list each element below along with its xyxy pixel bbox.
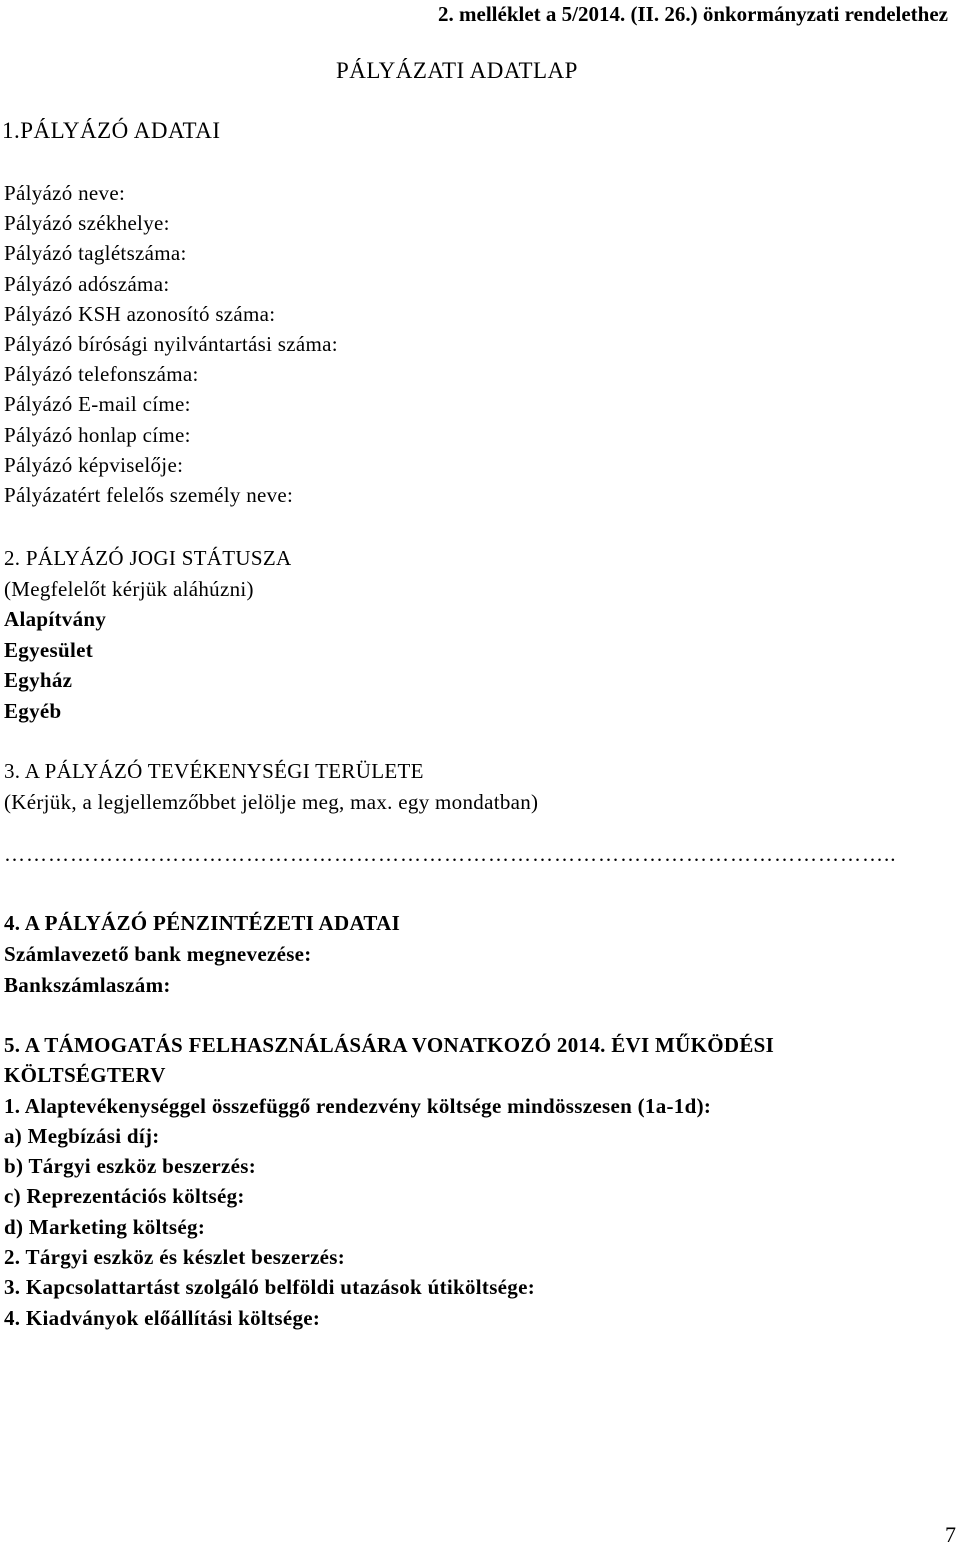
- status-option-church[interactable]: Egyház: [4, 668, 73, 692]
- section3-note: (Kérjük, a legjellemzőbbet jelölje meg, max. egy mondatban): [4, 790, 539, 814]
- field-representative: Pályázó képviselője:: [4, 452, 184, 477]
- activity-section: [4, 756, 538, 818]
- field-phone: Pályázó telefonszáma:: [4, 362, 199, 387]
- field-name: Pályázó neve:: [4, 181, 126, 205]
- field-website: Pályázó honlap címe:: [4, 422, 191, 447]
- budget-item-4: 4. Kiadványok előállítási költsége:: [4, 1305, 321, 1330]
- budget-item-1d: d) Marketing költség:: [4, 1214, 206, 1239]
- field-seat: Pályázó székhelye:: [4, 211, 170, 236]
- field-tax-number: Pályázó adószáma:: [4, 271, 170, 296]
- budget-item-1a: a) Megbízási díj:: [4, 1123, 160, 1148]
- field-court-registry: Pályázó bírósági nyilvántartási száma:: [4, 332, 338, 357]
- annex-reference: 2. melléklet a 5/2014. (II. 26.) önkormányzati rendelethez: [438, 2, 948, 26]
- section1-title: 1.PÁLYÁZÓ ADATAI: [2, 118, 221, 143]
- budget-item-1: 1. Alaptevékenységgel összefüggő rendezvény költsége mindösszesen (1a-1d):: [4, 1093, 712, 1118]
- applicant-fields: [4, 178, 338, 510]
- budget-item-1c: c) Reprezentációs költség:: [4, 1184, 245, 1209]
- budget-item-1b: b) Tárgyi eszköz beszerzés:: [4, 1154, 257, 1179]
- field-ksh-id: Pályázó KSH azonosító száma:: [4, 301, 276, 326]
- bank-section: [4, 908, 400, 1001]
- budget-section: [4, 1030, 954, 1333]
- section5-title-line1: 5. A TÁMOGATÁS FELHASZNÁLÁSÁRA VONATKOZÓ 2014. ÉVI MŰKÖDÉSI: [4, 1033, 775, 1057]
- field-responsible-person: Pályázatért felelős személy neve:: [4, 483, 294, 508]
- activity-fill-line[interactable]: …………………………………………………………………………………………………………..: [4, 842, 897, 866]
- budget-item-2: 2. Tárgyi eszköz és készlet beszerzés:: [4, 1245, 346, 1270]
- field-bank-name: Számlavezető bank megnevezése:: [4, 942, 312, 966]
- section3-title: 3. A PÁLYÁZÓ TEVÉKENYSÉGI TERÜLETE: [4, 759, 424, 783]
- status-option-foundation[interactable]: Alapítvány: [4, 607, 107, 631]
- legal-status-section: [4, 543, 291, 726]
- section5-title-line2: KÖLTSÉGTERV: [4, 1063, 166, 1088]
- section4-title: 4. A PÁLYÁZÓ PÉNZINTÉZETI ADATAI: [4, 911, 401, 935]
- status-option-association[interactable]: Egyesület: [4, 637, 94, 662]
- field-membership: Pályázó taglétszáma:: [4, 241, 187, 266]
- budget-item-3: 3. Kapcsolattartást szolgáló belföldi utazások útiköltsége:: [4, 1275, 536, 1300]
- section2-note: (Megfelelőt kérjük aláhúzni): [4, 576, 254, 601]
- field-account-number: Bankszámlaszám:: [4, 973, 171, 997]
- section2-title: 2. PÁLYÁZÓ JOGI STÁTUSZA: [4, 546, 292, 570]
- field-email: Pályázó E-mail címe:: [4, 392, 191, 417]
- document-title: PÁLYÁZATI ADATLAP: [336, 58, 578, 83]
- status-option-other[interactable]: Egyéb: [4, 698, 62, 723]
- page-number: 7: [945, 1522, 956, 1547]
